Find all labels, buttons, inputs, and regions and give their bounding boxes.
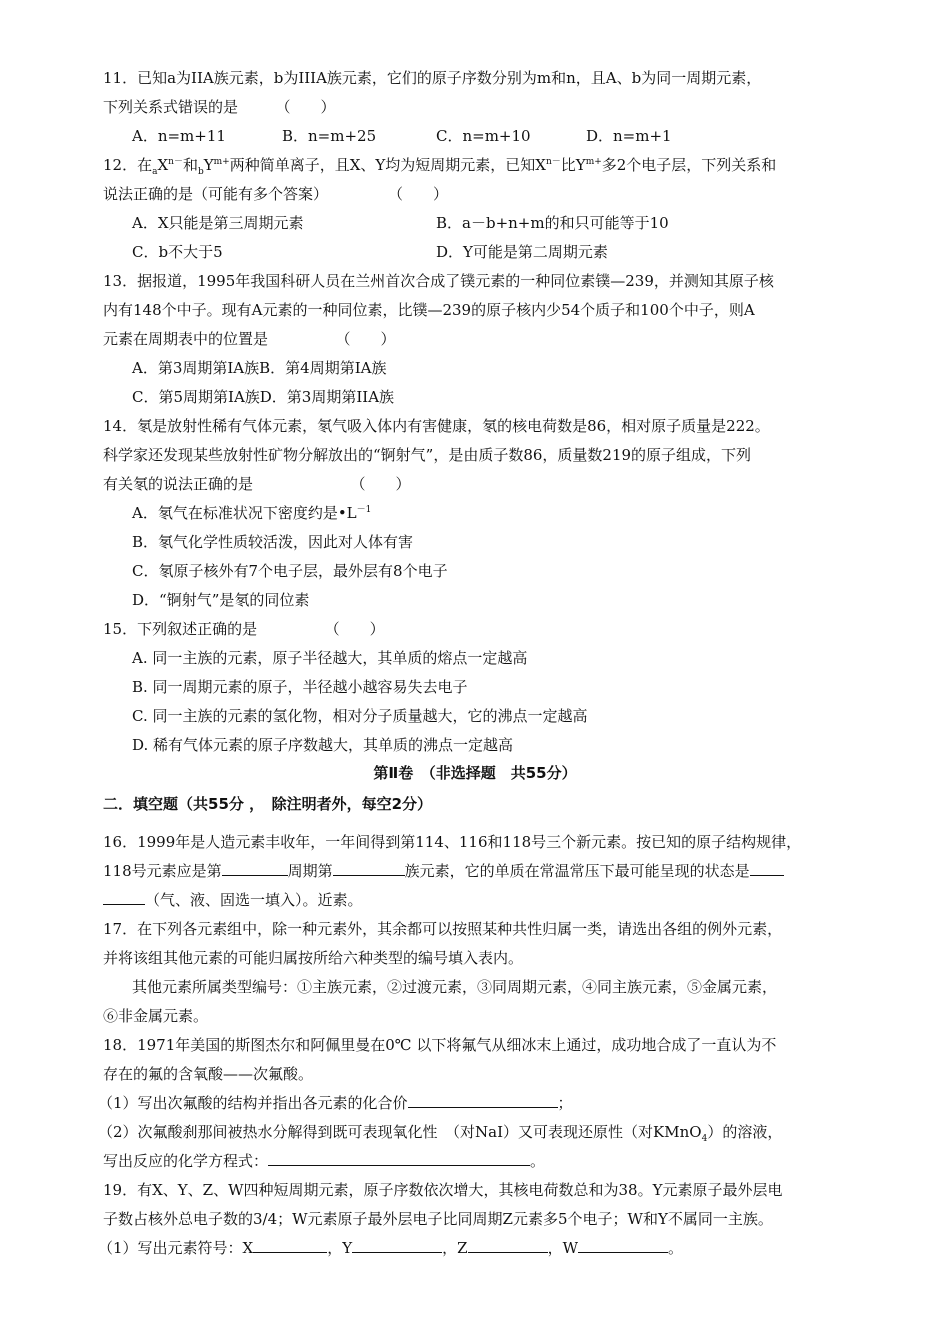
q16-blank-period[interactable]: [222, 861, 288, 876]
q14-option-b: B．氡气化学性质较活泼，因此对人体有害: [132, 533, 414, 551]
q15-option-d: D. 稀有气体元素的原子序数越大，其单质的沸点一定越高: [132, 736, 514, 754]
q17-line1: 17．在下列各元素组中，除一种元素外，其余都可以按照某种共性归属一类，请选出各组的例外元素，: [103, 920, 783, 938]
section-title: 第Ⅱ卷 （非选择题 共55分）: [373, 764, 577, 782]
q14-option-d: D．“锕射气”是氡的同位素: [132, 591, 310, 609]
q16-blank-state-part1[interactable]: [750, 861, 784, 876]
q17-line3: 其他元素所属类型编号：①主族元素，②过渡元素，③同周期元素，④同主族元素，⑤金属元素，: [132, 978, 778, 996]
q14-option-a: A．氡气在标准状况下密度约是$•L^{-1}$: [132, 504, 372, 522]
q19-blank-w[interactable]: [578, 1238, 668, 1253]
q12-option-d: D．Y可能是第二周期元素: [436, 243, 608, 261]
q12-stem-line2: 说法正确的是（可能有多个答案） （ ）: [103, 185, 449, 203]
q14-stem-line3: 有关氡的说法正确的是 （ ）: [103, 475, 411, 493]
q16-line3: （气、液、固选一填入）。近素。: [103, 890, 363, 910]
q11-option-b: B．n=m+25: [282, 127, 377, 145]
q17-line4: ⑥非金属元素。: [103, 1007, 209, 1025]
q18-sub2-line2: 写出反应的化学方程式： 。: [103, 1152, 546, 1170]
q11-option-c: C．n=m+10: [436, 127, 531, 145]
q19-line2: 子数占核外总电子数的3/4；W元素原子最外层电子比同周期Z元素多5个电子；W和Y不属同一主族。: [103, 1210, 773, 1228]
q19-sub1: （1）写出元素符号：X ，Y ，Z ，W 。: [98, 1239, 684, 1257]
q13-stem-line3: 元素在周期表中的位置是 （ ）: [103, 330, 396, 348]
q16-line1: 16．1999年是人造元素丰收年，一年间得到第114、116和118号三个新元素。按已知的原子结构规律，: [103, 833, 802, 851]
q13-options-ab: A．第3周期第IA族B．第4周期第IA族: [132, 359, 387, 377]
q19-line1: 19．有X、Y、Z、W四种短周期元素，原子序数依次增大，其核电荷数总和为38。Y元素原子最外层电: [103, 1181, 783, 1199]
q12-option-a: A．X只能是第三周期元素: [132, 214, 304, 232]
q13-stem-line2: 内有148个中子。现有A元素的一种同位素，比镤—239的原子核内少54个质子和100个中子，则A: [103, 301, 755, 319]
q15-stem: 15．下列叙述正确的是 （ ）: [103, 620, 385, 638]
q15-option-c: C. 同一主族的元素的氢化物，相对分子质量越大，它的沸点一定越高: [132, 707, 588, 725]
q12-option-b: B．a－b+n+m的和只可能等于10: [436, 214, 669, 232]
q12-stem-line1: 12．在$_aX^{n-}$和$_bY^{m+}$两种简单离子，且X、Y均为短周期元素，已知$X^{n-}$比$Y^{m+}$多2个电子层，下列关系和: [103, 156, 777, 177]
q11-option-d: D．n=m+1: [586, 127, 672, 145]
q18-sub1: （1）写出次氟酸的结构并指出各元素的化合价 ；: [98, 1094, 573, 1112]
q18-line2: 存在的氟的含氧酸——次氟酸。: [103, 1065, 314, 1083]
q18-blank-equation[interactable]: [268, 1151, 530, 1166]
q13-options-cd: C．第5周期第IA族D．第3周期第IIA族: [132, 388, 395, 406]
q18-sub2: （2）次氟酸刹那间被热水分解得到既可表现氧化性 （对NaI）又可表现还原性（对KMnO$_4$）的溶液，: [98, 1123, 783, 1144]
q11-option-a: A．n=m+11: [132, 127, 226, 145]
q18-blank-structure[interactable]: [408, 1093, 558, 1108]
q16-blank-group[interactable]: [333, 861, 405, 876]
q19-blank-x[interactable]: [253, 1238, 327, 1253]
q15-option-b: B. 同一周期元素的原子，半径越小越容易失去电子: [132, 678, 468, 696]
q11-stem-line1: 11．已知a为IIA族元素，b为IIIA族元素，它们的原子序数分别为m和n，且A、b为同一周期元素，: [103, 69, 762, 87]
q19-blank-y[interactable]: [352, 1238, 442, 1253]
q17-line2: 并将该组其他元素的可能归属按所给六种类型的编号填入表内。: [103, 949, 524, 967]
q13-stem-line1: 13．据报道，1995年我国科研人员在兰州首次合成了镤元素的一种同位素镤—239，并测知其原子核: [103, 272, 774, 290]
q14-option-c: C．氡原子核外有7个电子层，最外层有8个电子: [132, 562, 448, 580]
q19-blank-z[interactable]: [468, 1238, 548, 1253]
q16-blank-state-part2[interactable]: [103, 890, 145, 905]
q12-option-c: C．b不大于5: [132, 243, 223, 261]
q14-stem-line1: 14．氡是放射性稀有气体元素，氡气吸入体内有害健康，氡的核电荷数是86，相对原子质量是222。: [103, 417, 770, 435]
q15-option-a: A. 同一主族的元素，原子半径越大，其单质的熔点一定越高: [132, 649, 528, 667]
q11-stem-line2: 下列关系式错误的是 （ ）: [103, 98, 336, 116]
q16-line2: 118号元素应是第 周期第 族元素，它的单质在常温常压下最可能呈现的状态是: [103, 861, 784, 881]
q14-stem-line2: 科学家还发现某些放射性矿物分解放出的“锕射气”，是由质子数86，质量数219的原子组成，下列: [103, 446, 752, 464]
section-heading: 二．填空题（共55分 ， 除注明者外，每空2分）: [103, 795, 433, 813]
q18-line1: 18．1971年美国的斯图杰尔和阿佩里曼在0℃ 以下将氟气从细冰末上通过，成功地合成了一直认为不: [103, 1036, 777, 1054]
